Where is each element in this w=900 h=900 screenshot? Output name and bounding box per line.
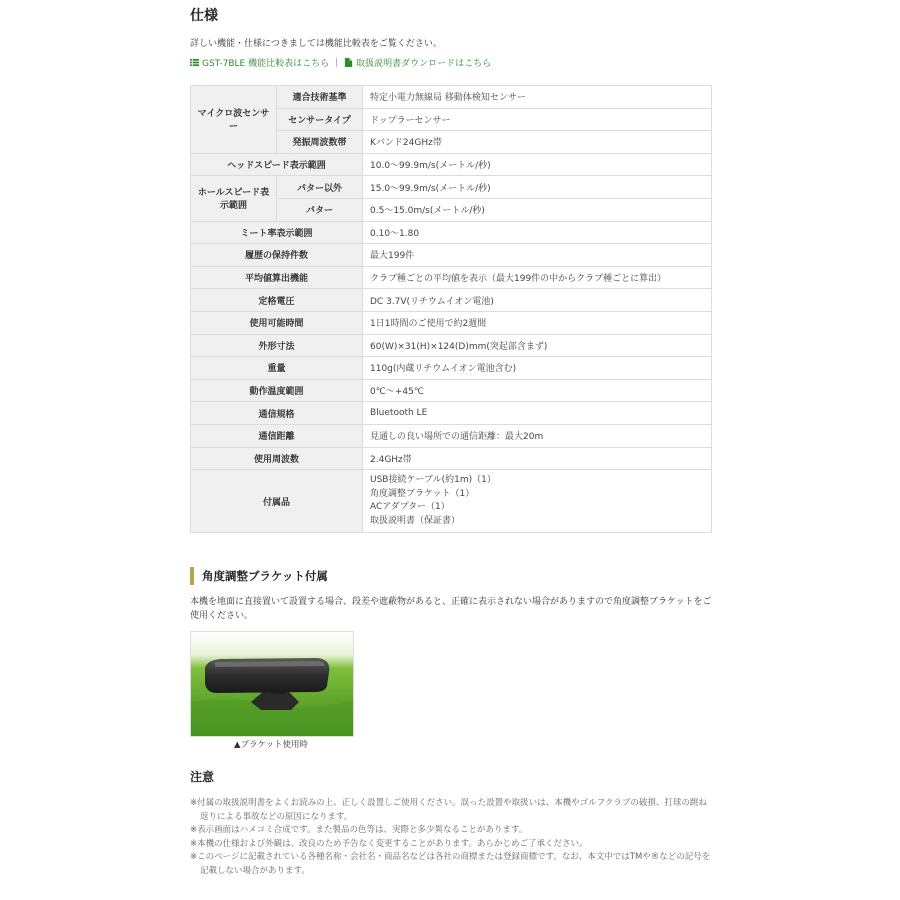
spec-intro: 詳しい機能・仕様につきましては機能比較表をご覧ください。 <box>190 39 442 49</box>
table-row <box>191 266 712 289</box>
table-value: 最大199件 <box>363 244 712 267</box>
table-value: クラブ種ごとの平均値を表示（最大199件の中からクラブ種ごとに算出） <box>363 266 712 289</box>
compare-link[interactable] <box>190 56 329 69</box>
list-item: ※付属の取扱説明書をよくお読みの上、正しく設置しご使用ください。誤った設置や取扱いは、本機やゴルフクラブの破損、打球の跳ね返りによる事故などの原因になります。 <box>190 798 707 822</box>
table-key: 通信距離 <box>191 424 363 447</box>
table-key: パター以外 <box>277 176 363 199</box>
spec-links <box>190 56 491 69</box>
table-key: 重量 <box>191 357 363 380</box>
table-key: 発振周波数帯 <box>277 131 363 154</box>
table-value: 0.10〜1.80 <box>363 221 712 244</box>
table-key: パター <box>277 198 363 221</box>
bracket-photo-image <box>191 632 353 736</box>
bracket-heading <box>190 567 328 585</box>
document-icon <box>344 58 353 67</box>
bracket-photo <box>190 631 354 737</box>
table-key: 使用周波数 <box>191 447 363 470</box>
spec-table <box>190 85 712 533</box>
table-value: Bluetooth LE <box>363 402 712 425</box>
list-item: USB接続ケーブル(約1m)（1） <box>370 475 496 486</box>
table-value: 0.5〜15.0m/s(メートル/秒) <box>363 198 712 221</box>
link-separator: | <box>335 57 339 68</box>
table-value: DC 3.7V(リチウムイオン電池) <box>363 289 712 312</box>
table-key: ミート率表示範囲 <box>191 221 363 244</box>
table-row <box>191 379 712 402</box>
manual-download-link[interactable] <box>344 56 491 69</box>
manual-download-link-label: 取扱説明書ダウンロードはこちら <box>356 59 492 69</box>
list-icon <box>190 58 199 67</box>
table-row <box>191 176 712 199</box>
table-key: 定格電圧 <box>191 289 363 312</box>
table-group-key: ホールスピード表示範囲 <box>191 176 277 221</box>
table-row <box>191 424 712 447</box>
list-item: ※本機の仕様および外観は、改良のため予告なく変更することがあります。あらかじめご了承ください。 <box>190 838 588 849</box>
table-row <box>191 311 712 334</box>
table-key: 履歴の保持件数 <box>191 244 363 267</box>
table-row <box>191 221 712 244</box>
table-key: ヘッドスピード表示範囲 <box>191 153 363 176</box>
table-key: 使用可能時間 <box>191 311 363 334</box>
table-value: 110g(内蔵リチウムイオン電池含む) <box>363 357 712 380</box>
table-row <box>191 402 712 425</box>
table-value: 見通しの良い場所での通信距離：最大20m <box>363 424 712 447</box>
table-key: 外形寸法 <box>191 334 363 357</box>
table-row <box>191 244 712 267</box>
accessories-list <box>363 470 712 533</box>
list-item: ※表示画面はハメコミ合成です。また製品の色等は、実際と多少異なることがあります。 <box>190 825 528 836</box>
table-value: 2.4GHz帯 <box>363 447 712 470</box>
bracket-description: 本機を地面に直接置いて設置する場合、段差や遮蔽物があると、正確に表示されない場合がありますので角度調整ブラケットをご使用ください。 <box>190 597 712 621</box>
table-row <box>191 470 712 533</box>
table-key: 適合技術基準 <box>277 86 363 109</box>
table-row <box>191 153 712 176</box>
table-value: 60(W)×31(H)×124(D)mm(突起部含まず) <box>363 334 712 357</box>
list-item: ※このページに記載されている各種名称・会社名・商品名などは各社の商標または登録商標です。なお、本文中ではTMや®などの記号を記載しない場合があります。 <box>190 852 711 876</box>
list-item: 角度調整ブラケット（1） <box>370 488 475 499</box>
list-item: ACアダプター（1） <box>370 502 450 513</box>
table-row <box>191 86 712 109</box>
photo-caption: ▲ブラケット使用時 <box>233 740 309 750</box>
notes-list <box>190 797 715 879</box>
table-group-key: マイクロ波センサー <box>191 86 277 154</box>
table-value: 10.0〜99.9m/s(メートル/秒) <box>363 153 712 176</box>
table-key: 付属品 <box>191 470 363 533</box>
list-item: 取扱説明書（保証書） <box>370 515 461 526</box>
table-row <box>191 447 712 470</box>
table-key: 動作温度範囲 <box>191 379 363 402</box>
table-row <box>191 289 712 312</box>
table-value: Kバンド24GHz帯 <box>363 131 712 154</box>
heading-accent-bar <box>190 567 194 585</box>
table-value: 15.0〜99.9m/s(メートル/秒) <box>363 176 712 199</box>
table-row <box>191 334 712 357</box>
table-row <box>191 357 712 380</box>
table-key: センサータイプ <box>277 108 363 131</box>
table-key: 平均値算出機能 <box>191 266 363 289</box>
compare-link-label: GST-7BLE 機能比較表はこちら <box>202 59 330 69</box>
table-value: ドップラーセンサー <box>363 108 712 131</box>
table-value: 0℃〜+45℃ <box>363 379 712 402</box>
notes-title: 注意 <box>190 770 215 784</box>
bracket-title: 角度調整ブラケット付属 <box>202 569 328 583</box>
spec-title: 仕様 <box>190 8 218 24</box>
table-value: 1日1時間のご使用で約2週間 <box>363 311 712 334</box>
table-value: 特定小電力無線局 移動体検知センサー <box>363 86 712 109</box>
table-key: 通信規格 <box>191 402 363 425</box>
